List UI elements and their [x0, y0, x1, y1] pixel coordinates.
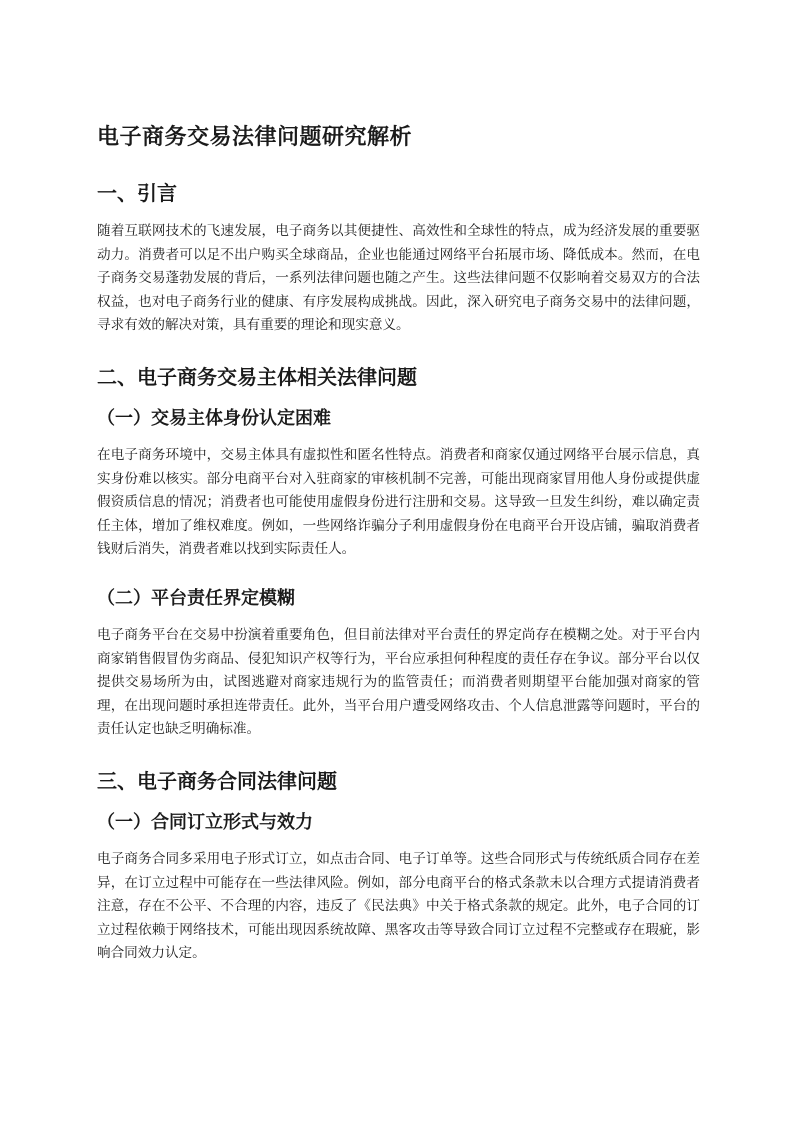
paragraph-identity-verification: 在电子商务环境中，交易主体具有虚拟性和匿名性特点。消费者和商家仅通过网络平台展示信息，真实身份难以核实。部分电商平台对入驻商家的审核机制不完善，可能出现商家冒用他人身份或提供虚假资质信息的情况；消费者也可能使用虚假身份进行注册和交易。这导致一旦发生纠纷，难以确定责任主体，增加了维权难度。例如，一些网络诈骗分子利用虚假身份在电商平台开设店铺，骗取消费者钱财后消失，消费者难以找到实际责任人。 [97, 446, 700, 558]
document-page [97, 120, 700, 988]
section-contracts [97, 764, 700, 966]
section-introduction [97, 176, 700, 338]
subsection-heading-contract-formation: （一）合同订立形式与效力 [97, 811, 313, 833]
paragraph-platform-liability: 电子商务平台在交易中扮演着重要角色，但目前法律对平台责任的界定尚存在模糊之处。对于平台内商家销售假冒伪劣商品、侵犯知识产权等行为，平台应承担何种程度的责任存在争议。部分平台以仅提供交易场所为由，试图逃避对商家违规行为的监管责任；而消费者则期望平台能加强对商家的管理，在出现问题时承担连带责任。此外，当平台用户遭受网络攻击、个人信息泄露等问题时，平台的责任认定也缺乏明确标准。 [97, 626, 700, 738]
paragraph-introduction: 随着互联网技术的飞速发展，电子商务以其便捷性、高效性和全球性的特点，成为经济发展的重要驱动力。消费者可以足不出户购买全球商品，企业也能通过网络平台拓展市场、降低成本。然而，在电子商务交易蓬勃发展的背后，一系列法律问题也随之产生。这些法律问题不仅影响着交易双方的合法权益，也对电子商务行业的健康、有序发展构成挑战。因此，深入研究电子商务交易中的法律问题，寻求有效的解决对策，具有重要的理论和现实意义。 [97, 223, 700, 334]
document-title: 电子商务交易法律问题研究解析 [97, 125, 413, 150]
section-heading-transaction-subjects: 二、电子商务交易主体相关法律问题 [97, 364, 417, 389]
subsection-heading-platform-liability: （二）平台责任界定模糊 [97, 587, 295, 609]
subsection-heading-identity-verification: （一）交易主体身份认定困难 [97, 407, 331, 429]
section-heading-contracts: 三、电子商务合同法律问题 [97, 768, 337, 793]
section-heading-introduction: 一、引言 [97, 181, 177, 205]
section-transaction-subjects [97, 360, 700, 742]
paragraph-contract-formation: 电子商务合同多采用电子形式订立，如点击合同、电子订单等。这些合同形式与传统纸质合同存在差异，在订立过程中可能存在一些法律风险。例如，部分电商平台的格式条款未以合理方式提请消费者注意，存在不公平、不合理的内容，违反了《民法典》中关于格式条款的规定。此外，电子合同的订立过程依赖于网络技术，可能出现因系统故障、黑客攻击等导致合同订立过程不完整或存在瑕疵，影响合同效力认定。 [97, 850, 700, 962]
